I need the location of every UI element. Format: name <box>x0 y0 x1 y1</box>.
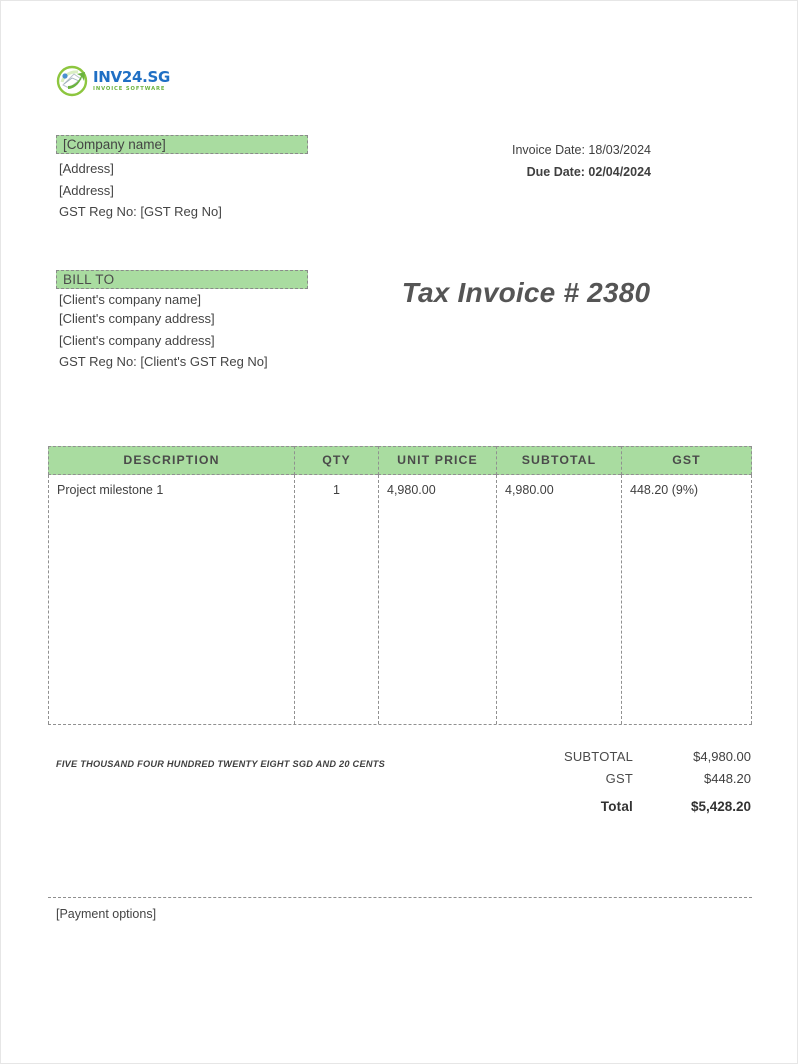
client-gst-reg[interactable]: GST Reg No: [Client's GST Reg No] <box>59 354 268 369</box>
client-address-line-1[interactable]: [Client's company address] <box>59 311 215 326</box>
cell-subtotal[interactable]: 4,980.00 <box>496 475 621 724</box>
invoice-title: Tax Invoice # 2380 <box>401 277 651 308</box>
gst-value: $448.20 <box>704 771 751 786</box>
invoice-circle-arrow-logo-icon <box>56 65 88 97</box>
seller-address-line-2[interactable]: [Address] <box>59 182 114 198</box>
client-company-name[interactable]: [Client's company name] <box>59 292 201 307</box>
column-header-description: DESCRIPTION <box>48 446 294 475</box>
table-header-row <box>48 446 752 475</box>
invoice-dates <box>421 139 651 183</box>
column-header-qty: QTY <box>294 446 378 475</box>
totals-block <box>471 749 752 821</box>
column-header-unit-price: UNIT PRICE <box>378 446 496 475</box>
cell-description[interactable]: Project milestone 1 <box>48 475 294 724</box>
seller-block <box>56 135 308 223</box>
footer-divider <box>48 897 752 898</box>
line-items-table <box>48 446 752 725</box>
seller-name[interactable]: [Company name] <box>56 135 308 154</box>
subtotal-value: $4,980.00 <box>693 749 751 764</box>
cell-qty[interactable]: 1 <box>294 475 378 724</box>
client-address-line-2[interactable]: [Client's company address] <box>59 332 215 348</box>
bill-to-heading: BILL TO <box>56 270 308 289</box>
gst-label: GST <box>605 771 633 786</box>
brand-name: INV24.SG <box>93 67 171 86</box>
column-header-subtotal: SUBTOTAL <box>496 446 621 475</box>
totals-row-gst <box>471 771 752 793</box>
cell-gst[interactable]: 448.20 (9%) <box>621 475 752 724</box>
totals-row-subtotal <box>471 749 752 771</box>
payment-options[interactable]: [Payment options] <box>56 907 157 921</box>
invoice-date: Invoice Date: 18/03/2024 <box>512 143 651 157</box>
brand-tagline: INVOICE SOFTWARE <box>93 85 166 92</box>
bill-to-block <box>56 270 308 373</box>
due-date: Due Date: 02/04/2024 <box>526 165 651 179</box>
table-row <box>48 475 752 725</box>
amount-in-words: FIVE THOUSAND FOUR HUNDRED TWENTY EIGHT SGD AND 20 CENTS <box>56 759 385 769</box>
column-header-gst: GST <box>621 446 752 475</box>
seller-gst-reg[interactable]: GST Reg No: [GST Reg No] <box>59 204 222 219</box>
totals-row-total <box>471 799 752 821</box>
seller-address-line-1[interactable]: [Address] <box>59 161 114 176</box>
total-value: $5,428.20 <box>690 799 751 814</box>
cell-unit-price[interactable]: 4,980.00 <box>378 475 496 724</box>
subtotal-label: SUBTOTAL <box>563 749 633 764</box>
brand-logo[interactable] <box>56 65 170 97</box>
total-label: Total <box>600 799 633 814</box>
